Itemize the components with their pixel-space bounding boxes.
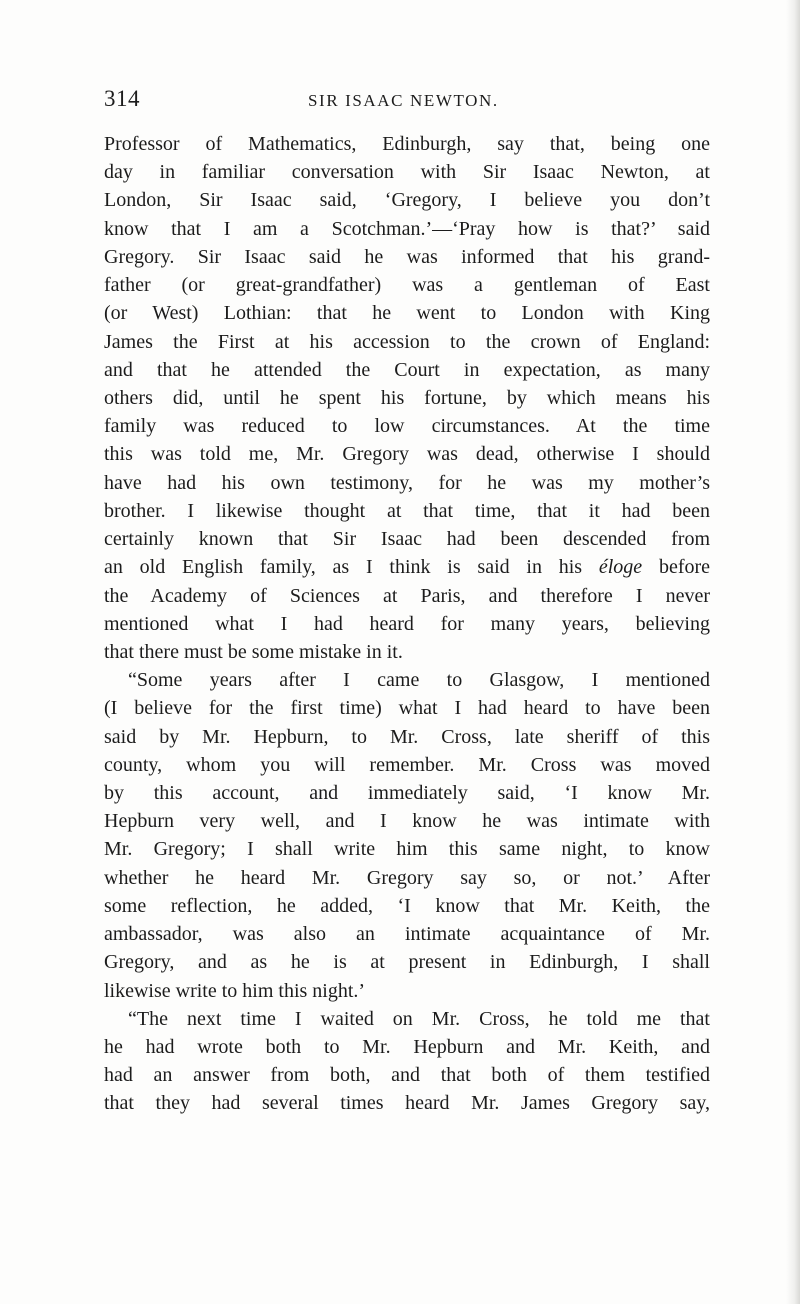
text-line: Gregory. Sir Isaac said he was informed that his grand- <box>104 245 710 268</box>
page-number: 314 <box>104 86 140 111</box>
page-edge-shadow <box>786 0 800 1304</box>
text-line: others did, until he spent his fortune, by which means his <box>104 386 710 409</box>
running-head: SIR ISAAC NEWTON. <box>308 91 499 110</box>
text-line: said by Mr. Hepburn, to Mr. Cross, late sheriff of this <box>104 725 710 748</box>
text-line: county, whom you will remember. Mr. Cross was moved <box>104 753 710 776</box>
text-line-with-eloge <box>104 553 710 581</box>
text-line: Gregory, and as he is at present in Edinburgh, I shall <box>104 951 710 974</box>
text-line: he had wrote both to Mr. Hepburn and Mr. Keith, and <box>104 1036 710 1058</box>
text-line: likewise write to him this night.’ <box>104 979 366 1002</box>
text-line: father (or great-grandfather) was a gentleman of East <box>104 274 710 297</box>
text-line: that there must be some mistake in it. <box>104 640 403 663</box>
text-line: have had his own testimony, for he was my mother’s <box>104 471 710 494</box>
text-line: day in familiar conversation with Sir Isaac Newton, at <box>104 161 710 184</box>
text-line: and that he attended the Court in expectation, as many <box>104 358 710 381</box>
text-line: “The next time I waited on Mr. Cross, he told me that <box>128 1007 710 1030</box>
text-line: some reflection, he added, ‘I know that Mr. Keith, the <box>104 894 710 917</box>
text-line: (I believe for the first time) what I had heard to have been <box>104 697 710 720</box>
text-line-segment: before <box>658 556 710 579</box>
body-text <box>104 130 710 1118</box>
page-header <box>104 86 710 116</box>
text-line: Hepburn very well, and I know he was intimate with <box>104 810 710 833</box>
text-line: Professor of Mathematics, Edinburgh, say that, being one <box>104 133 710 155</box>
text-line: this was told me, Mr. Gregory was dead, otherwise I should <box>104 443 710 466</box>
text-line: family was reduced to low circumstances. At the time <box>104 415 710 438</box>
text-line: know that I am a Scotchman.’—‘Pray how is that?’ said <box>104 217 710 240</box>
text-line: that they had several times heard Mr. James Gregory say, <box>104 1092 710 1115</box>
text-line: brother. I likewise thought at that time, that it had been <box>104 499 710 522</box>
text-line: whether he heard Mr. Gregory say so, or not.’ After <box>104 866 710 889</box>
text-line: James the First at his accession to the crown of England: <box>104 330 710 353</box>
text-line: certainly known that Sir Isaac had been descended from <box>104 528 710 551</box>
text-line: mentioned what I had heard for many years, believing <box>104 612 710 635</box>
text-line: had an answer from both, and that both of them testified <box>104 1064 710 1087</box>
text-line: London, Sir Isaac said, ‘Gregory, I believe you don’t <box>104 189 710 212</box>
text-line: (or West) Lothian: that he went to London with King <box>104 302 710 325</box>
text-line: ambassador, was also an intimate acquaintance of Mr. <box>104 923 710 946</box>
text-line: Mr. Gregory; I shall write him this same night, to know <box>104 838 710 861</box>
text-line: “Some years after I came to Glasgow, I mentioned <box>128 669 710 692</box>
eloge-italic-word: éloge <box>598 556 643 579</box>
text-line: the Academy of Sciences at Paris, and therefore I never <box>104 584 710 607</box>
text-line: by this account, and immediately said, ‘I know Mr. <box>104 782 710 805</box>
text-line-segment: an old English family, as I think is said in his <box>104 556 583 579</box>
